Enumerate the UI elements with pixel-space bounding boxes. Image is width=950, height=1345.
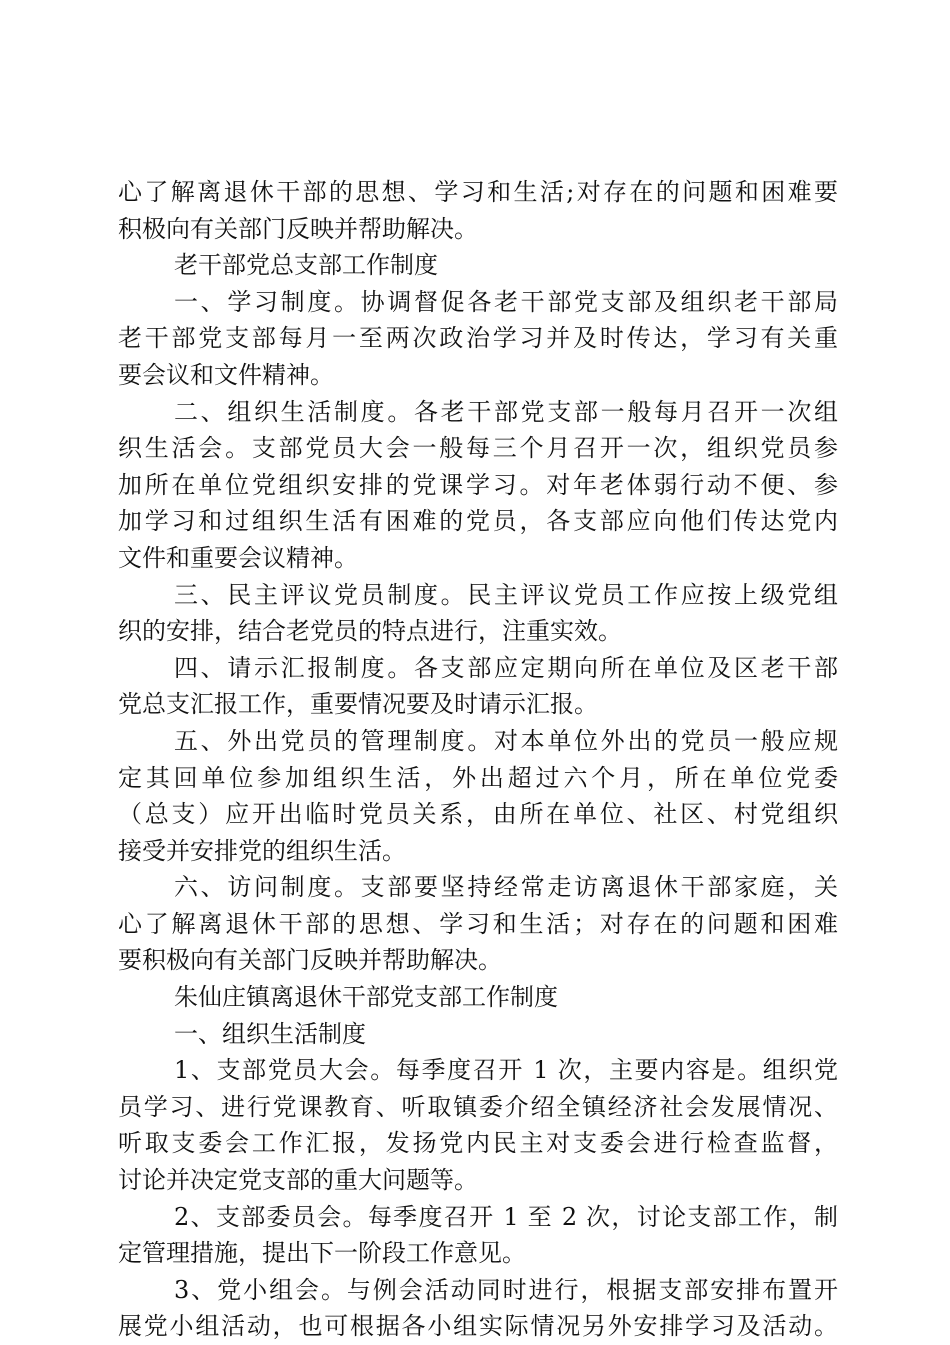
text-line: 织的安排，结合老党员的特点进行，注重实效。 [118,617,622,646]
text-line: 加所在单位党组织安排的党课学习。对年老体弱行动不便、参 [118,470,838,499]
text-line: 听取支委会工作汇报，发扬党内民主对支委会进行检查监督， [118,1129,838,1158]
text-line: 1、支部党员大会。每季度召开 1 次，主要内容是。组织党 [174,1056,838,1085]
text-line: 一、学习制度。协调督促各老干部党支部及组织老干部局 [174,287,838,316]
document-body [118,174,838,1345]
text-line: 二、组织生活制度。各老干部党支部一般每月召开一次组 [174,397,838,426]
text-line: 心了解离退休干部的思想、学习和生活;对存在的问题和困难要 [118,178,838,206]
text-line: 加学习和过组织生活有困难的党员，各支部应向他们传达党内 [118,507,838,536]
text-line: 员学习、进行党课教育、听取镇委介绍全镇经济社会发展情况、 [118,1092,838,1121]
text-line: 一、组织生活制度 [174,1019,366,1048]
text-line: 2、支部委员会。每季度召开 1 至 2 次，讨论支部工作，制 [174,1202,838,1231]
text-line: 3、党小组会。与例会活动同时进行，根据支部安排布置开 [174,1275,838,1304]
text-line: 讨论并决定党支部的重大问题等。 [118,1166,478,1195]
text-line: 六、访问制度。支部要坚持经常走访离退休干部家庭，关 [174,873,838,902]
text-line: 要积极向有关部门反映并帮助解决。 [118,946,502,975]
text-line: 五、外出党员的管理制度。对本单位外出的党员一般应规 [174,726,838,755]
text-line: 接受并安排党的组织生活。 [118,836,406,865]
text-line: （总支）应开出临时党员关系，由所在单位、社区、村党组织 [118,800,838,829]
text-line: 三、民主评议党员制度。民主评议党员工作应按上级党组 [174,580,838,609]
text-line: 展党小组活动，也可根据各小组实际情况另外安排学习及活动。 [118,1312,838,1341]
text-line: 心了解离退休干部的思想、学习和生活；对存在的问题和困难 [118,909,838,938]
text-line: 朱仙庄镇离退休干部党支部工作制度 [174,983,558,1012]
text-line: 定管理措施，提出下一阶段工作意见。 [118,1239,526,1268]
text-line: 织生活会。支部党员大会一般每三个月召开一次，组织党员参 [118,434,838,463]
text-line: 文件和重要会议精神。 [118,543,358,572]
text-line: 定其回单位参加组织生活，外出超过六个月，所在单位党委 [118,763,838,792]
text-line: 要会议和文件精神。 [118,360,334,389]
text-line: 党总支汇报工作，重要情况要及时请示汇报。 [118,690,598,719]
text-line: 四、请示汇报制度。各支部应定期向所在单位及区老干部 [174,653,838,682]
text-line: 老干部党支部每月一至两次政治学习并及时传达，学习有关重 [118,324,838,353]
text-line: 老干部党总支部工作制度 [174,251,438,280]
text-line: 积极向有关部门反映并帮助解决。 [118,214,478,243]
